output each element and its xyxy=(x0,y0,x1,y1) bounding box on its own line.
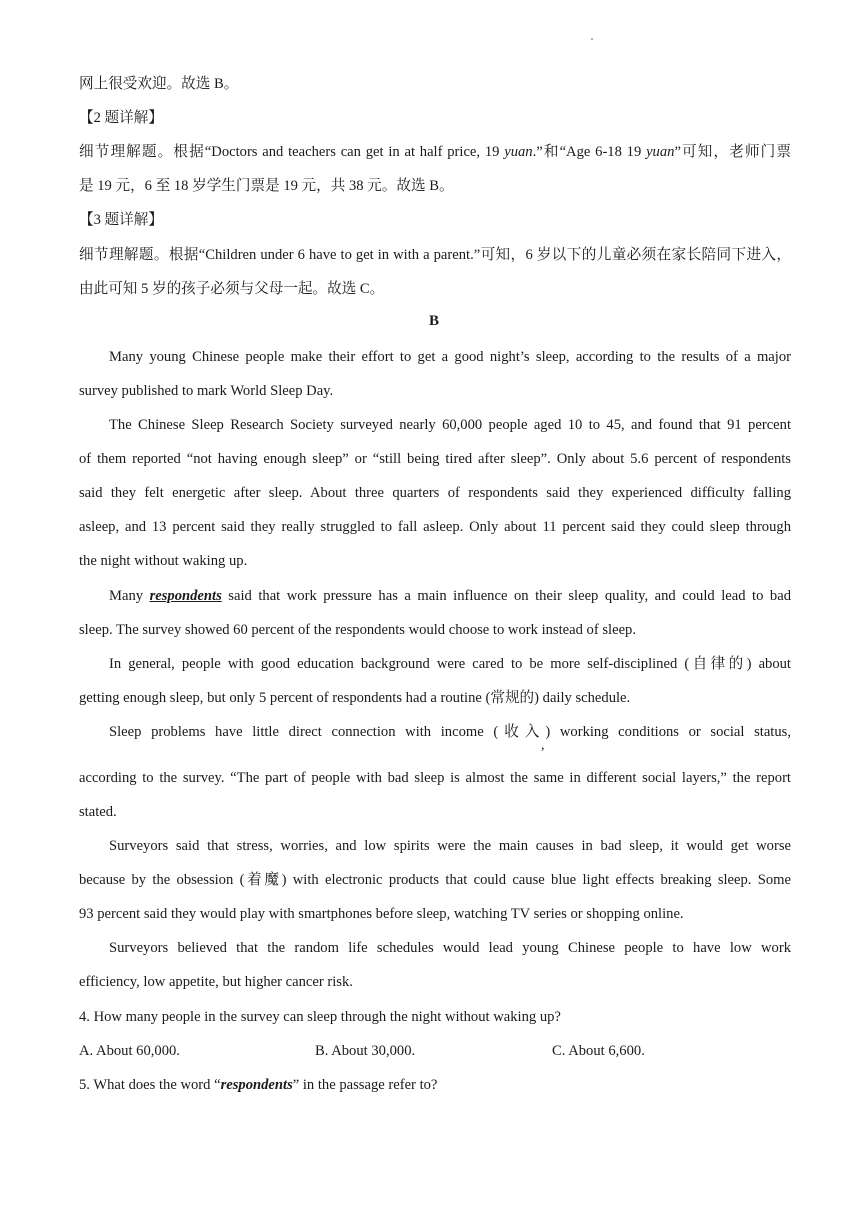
question-4-option-a: A. About 60,000. xyxy=(79,1043,180,1059)
question-5-keyword: respondents xyxy=(220,1077,293,1093)
stray-comma: , xyxy=(541,738,545,753)
q3-explanation-line2: 由此可知 5 岁的孩子必须与父母一起。故选 C。 xyxy=(79,281,385,297)
passage-p3-line2: sleep. The survey showed 60 percent of the respondents would choose to work instead of sleep. xyxy=(79,622,636,638)
passage-p7-line1: Surveyors believed that the random life schedules would lead young Chinese people to have low work xyxy=(109,940,791,956)
passage-p3-line1: Many respondents said that work pressure has a main influence on their sleep quality, and could lead to bad xyxy=(109,588,792,604)
keyword-respondents: respondents xyxy=(149,588,222,604)
passage-p6-line2: because by the obsession (着魔) with electronic products that could cause blue light effects breaking sleep. Some xyxy=(79,872,791,888)
q2-header: 【2 题详解】 xyxy=(79,110,163,126)
passage-p7-line2: efficiency, low appetite, but higher cancer risk. xyxy=(79,974,353,990)
q3-header: 【3 题详解】 xyxy=(79,212,163,228)
passage-p1-line2: survey published to mark World Sleep Day. xyxy=(79,383,334,399)
prev-answer-line: 网上很受欢迎。故选 B。 xyxy=(79,76,239,92)
passage-p2-line3: said they felt energetic after sleep. About three quarters of respondents said they experienced difficulty falling xyxy=(79,485,791,501)
passage-p5-line1: Sleep problems have little direct connection with income (收入) working conditions or social status, xyxy=(109,724,791,740)
scan-dot xyxy=(591,38,593,40)
question-4-option-c: C. About 6,600. xyxy=(552,1043,645,1059)
passage-p5-line3: stated. xyxy=(79,804,117,820)
q2-explanation-line1: 细节理解题。根据“Doctors and teachers can get in at half price, 19 yuan.”和“Age 6-18 19 yuan”可知，老师门票 xyxy=(79,144,791,160)
passage-p2-line2: of them reported “not having enough sleep” or “still being tired after sleep”. Only about 5.6 percent of respondents xyxy=(79,451,791,467)
passage-p6-line1: Surveyors said that stress, worries, and low spirits were the main causes in bad sleep, it would get worse xyxy=(109,838,791,854)
question-4-option-b: B. About 30,000. xyxy=(315,1043,416,1059)
passage-p2-line5: the night without waking up. xyxy=(79,553,248,569)
passage-p2-line4: asleep, and 13 percent said they really struggled to fall asleep. Only about 11 percent said they could sleep through xyxy=(79,519,791,535)
passage-p5-line2: according to the survey. “The part of people with bad sleep is almost the same in different social layers,” the report xyxy=(79,770,791,786)
question-4: 4. How many people in the survey can sleep through the night without waking up? xyxy=(79,1009,561,1025)
passage-p6-line3: 93 percent said they would play with smartphones before sleep, watching TV series or shopping online. xyxy=(79,906,684,922)
passage-p4-line2: getting enough sleep, but only 5 percent of respondents had a routine (常规的) daily schedule. xyxy=(79,690,631,706)
question-5: 5. What does the word “respondents” in the passage refer to? xyxy=(79,1077,438,1093)
passage-p4-line1: In general, people with good education background were cared to be more self-disciplined (自律的) about xyxy=(109,656,791,672)
q3-explanation-line1: 细节理解题。根据“Children under 6 have to get in with a parent.”可知，6 岁以下的儿童必须在家长陪同下进入， xyxy=(79,247,791,263)
q2-explanation-line2: 是 19 元，6 至 18 岁学生门票是 19 元，共 38 元。故选 B。 xyxy=(79,178,454,194)
section-b-heading: B xyxy=(428,313,439,329)
passage-p1-line1: Many young Chinese people make their effort to get a good night’s sleep, according to the results of a major xyxy=(109,349,791,365)
passage-p2-line1: The Chinese Sleep Research Society surveyed nearly 60,000 people aged 10 to 45, and found that 91 percent xyxy=(109,417,791,433)
